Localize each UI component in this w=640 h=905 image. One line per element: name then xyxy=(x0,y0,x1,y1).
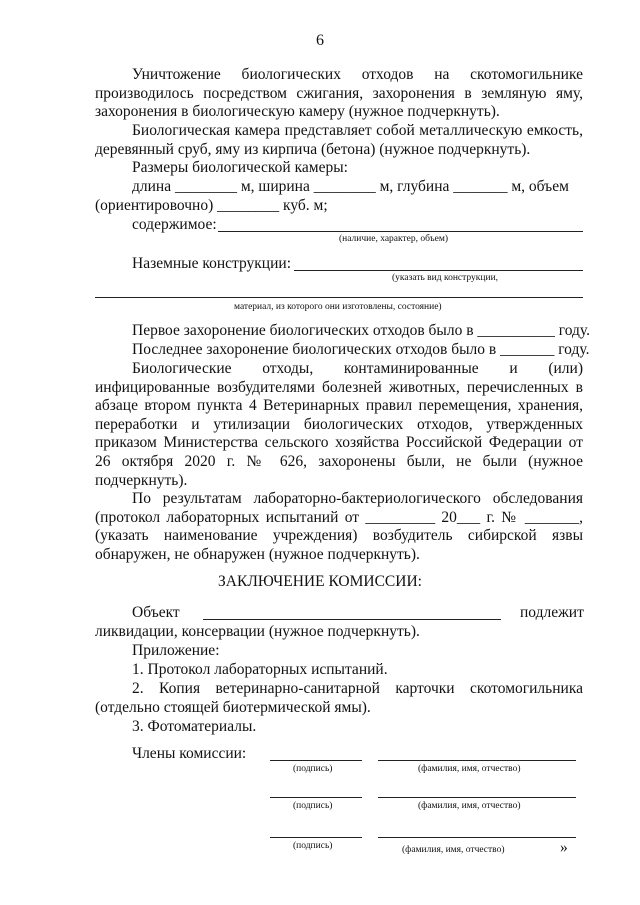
name-hint-1: (фамилия, имя, отчество) xyxy=(418,764,521,774)
contents-hint: (наличие, характер, объем) xyxy=(339,234,449,244)
appendix-item-3: 3. Фотоматериалы. xyxy=(132,718,257,735)
commission-members-label: Члены комиссии: xyxy=(132,745,247,762)
camera-volume-line: (ориентировочно) ________ куб. м; xyxy=(95,197,328,214)
signature-line-3 xyxy=(270,837,362,838)
page-number: 6 xyxy=(316,32,324,49)
object-label: Объект xyxy=(132,604,180,621)
signature-line-2 xyxy=(270,797,362,798)
object-tail: подлежит xyxy=(520,604,584,621)
appendix-item-2: 2. Копия ветеринарно-санитарной карточки скотомогильника (отдельно стоящей биотермической ямы). xyxy=(95,680,583,716)
first-burial-line: Первое захоронение биологических отходов было в __________ году. xyxy=(132,322,590,339)
signature-hint-3: (подпись) xyxy=(293,841,333,851)
conclusion-title: ЗАКЛЮЧЕНИЕ КОМИССИИ: xyxy=(218,573,422,590)
object-action-line: ликвидации, консервации (нужное подчеркнуть). xyxy=(95,623,420,640)
appendix-label: Приложение: xyxy=(132,642,220,659)
contents-underline xyxy=(218,231,583,232)
signature-hint-2: (подпись) xyxy=(293,801,333,811)
signature-hint-1: (подпись) xyxy=(293,764,333,774)
material-hint: материал, из которого они изготовлены, состояние) xyxy=(234,302,442,312)
name-line-1 xyxy=(378,760,576,761)
name-hint-2: (фамилия, имя, отчество) xyxy=(418,801,521,811)
paragraph-lab-results: По результатам лабораторно-бактериологического обследования (протокол лабораторных испытаний от _________ 20___ г. № _______, (указать наименование учреждения) возбудитель сибирской язвы обнаружен, не обнаружен (нужное подчеркнуть). xyxy=(95,490,583,563)
camera-dimensions-line: длина ________ м, ширина ________ м, глубина _______ м, объем xyxy=(132,178,569,195)
name-line-3 xyxy=(378,837,576,838)
paragraph-contaminated-waste: Биологические отходы, контаминированные и (или) инфицированные возбудителями болезней животных, перечисленных в абзаце втором пункта 4 Ветеринарных правил перемещения, хранения, переработки и утилизации биологических отходов, утвержденных приказом Министерства сельского хозяйства Российской Федерации от 26 октября 2020 г. № 626, захоронены были, не были (нужное подчеркнуть). xyxy=(95,360,583,489)
contents-label: содержимое: xyxy=(132,216,217,233)
appendix-item-1: 1. Протокол лабораторных испытаний. xyxy=(132,661,388,678)
ground-structures-label: Наземные конструкции: xyxy=(132,255,291,272)
closing-quote: » xyxy=(560,839,568,856)
camera-sizes-heading: Размеры биологической камеры: xyxy=(132,159,348,176)
last-burial-line: Последнее захоронение биологических отходов было в _______ году. xyxy=(132,341,590,358)
ground-structures-underline xyxy=(294,270,583,271)
paragraph-camera-type: Биологическая камера представляет собой металлическую емкость, деревянный сруб, яму из кирпича (бетона) (нужное подчеркнуть). xyxy=(95,122,583,158)
ground-structures-hint: (указать вид конструкции, xyxy=(392,273,499,283)
name-line-2 xyxy=(378,797,576,798)
material-underline xyxy=(95,297,583,298)
paragraph-destruction-method: Уничтожение биологических отходов на скотомогильнике производилось посредством сжигания, захоронения в земляную яму, захоронения в биологическую камеру (нужное подчеркнуть). xyxy=(95,66,583,121)
name-hint-3: (фамилия, имя, отчество) xyxy=(402,845,505,855)
signature-line-1 xyxy=(270,760,362,761)
object-underline xyxy=(203,619,501,620)
